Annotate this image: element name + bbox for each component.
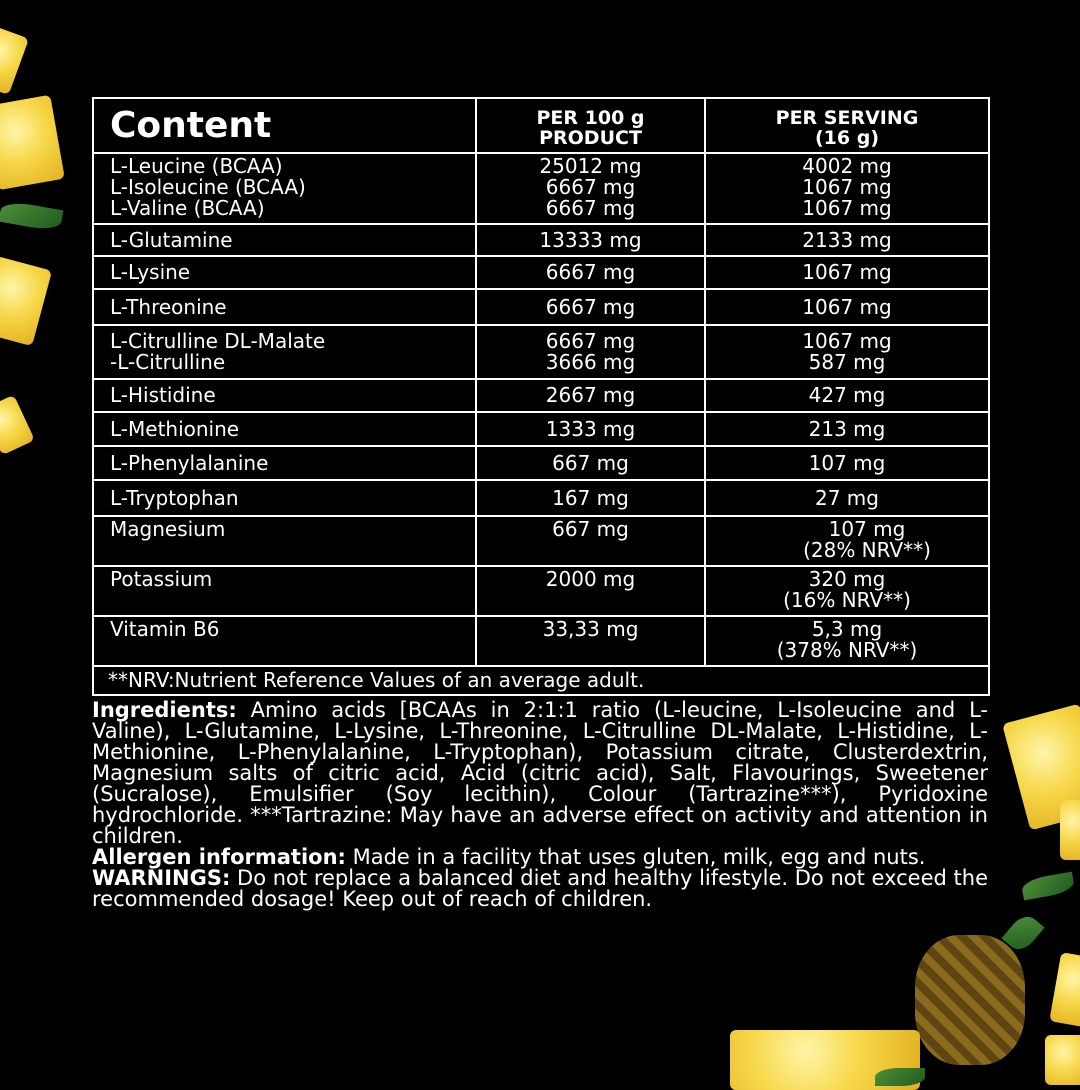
- nutrient-name: L-Tryptophan: [93, 480, 476, 516]
- nutrient-name: L-Methionine: [93, 412, 476, 446]
- ingredients-label: Ingredients:: [92, 698, 237, 722]
- per-serving-value: 107 mg (28% NRV**): [705, 516, 989, 566]
- table-row: [93, 325, 989, 379]
- leaf-image: [1021, 872, 1076, 901]
- per-100g-value: 13333 mg: [476, 224, 705, 256]
- table-row: [93, 516, 989, 566]
- leaf-image: [875, 1068, 925, 1086]
- per-100g-value: 667 mg: [476, 516, 705, 566]
- table-row: [93, 289, 989, 325]
- allergen-text: Made in a facility that uses gluten, milk, egg and nuts.: [345, 845, 926, 869]
- nutrient-name: L-Threonine: [93, 289, 476, 325]
- nutrition-table: [92, 97, 990, 696]
- pineapple-chunk-image: [0, 25, 29, 95]
- warnings-paragraph: [92, 868, 988, 910]
- pineapple-chunk-image: [1060, 800, 1080, 860]
- pineapple-chunk-image: [0, 256, 52, 346]
- warnings-label: WARNINGS:: [92, 866, 231, 890]
- pineapple-chunk-image: [0, 395, 35, 456]
- nutrient-name: L-Leucine (BCAA) L-Isoleucine (BCAA) L-Valine (BCAA): [93, 153, 476, 224]
- per-serving-value: 1067 mg 587 mg: [705, 325, 989, 379]
- table-row: [93, 256, 989, 289]
- per-100g-value: 25012 mg 6667 mg 6667 mg: [476, 153, 705, 224]
- per-serving-value: 4002 mg 1067 mg 1067 mg: [705, 153, 989, 224]
- per-serving-value: 27 mg: [705, 480, 989, 516]
- pineapple-chunk-image: [1045, 1035, 1080, 1085]
- per-serving-header: PER SERVING (16 g): [705, 98, 989, 153]
- per-100g-value: 2000 mg: [476, 566, 705, 616]
- per-serving-value: 427 mg: [705, 379, 989, 412]
- pineapple-chunk-image: [1049, 952, 1080, 1028]
- per-100g-value: 6667 mg: [476, 256, 705, 289]
- table-row: [93, 616, 989, 666]
- pineapple-rind-image: [915, 935, 1025, 1065]
- table-row: [93, 224, 989, 256]
- nutrient-name: Vitamin B6: [93, 616, 476, 666]
- per-serving-value: 2133 mg: [705, 224, 989, 256]
- nutrient-name: Magnesium: [93, 516, 476, 566]
- per-serving-value: 1067 mg: [705, 289, 989, 325]
- table-row: [93, 566, 989, 616]
- per-100g-value: 1333 mg: [476, 412, 705, 446]
- table-row: [93, 412, 989, 446]
- table-row: [93, 379, 989, 412]
- nutrient-name: L-Citrulline DL-Malate -L-Citrulline: [93, 325, 476, 379]
- table-row: [93, 446, 989, 480]
- nrv-footnote: **NRV:Nutrient Reference Values of an average adult.: [93, 666, 989, 695]
- pineapple-chunk-image: [0, 95, 65, 191]
- per-100g-value: 667 mg: [476, 446, 705, 480]
- nutrient-name: L-Glutamine: [93, 224, 476, 256]
- per-100g-value: 2667 mg: [476, 379, 705, 412]
- footnote-row: [93, 666, 989, 695]
- per-serving-value: 107 mg: [705, 446, 989, 480]
- nutrient-name: L-Histidine: [93, 379, 476, 412]
- warnings-text: Do not replace a balanced diet and healthy lifestyle. Do not exceed the recommended dosage! Keep out of reach of children.: [92, 866, 988, 911]
- ingredients-text: Amino acids [BCAAs in 2:1:1 ratio (L-leucine, L-Isoleucine and L-Valine), L-Glutamine, L-Lysine, L-Threonine, L-Citrulline DL-Malate, L-Histidine, L-Methionine, L-Phenylalanine, L-Tryptophan), Potassium citrate, Clusterdextrin, Magnesium salts of citric acid, Acid (citric acid), Salt, Flavourings, Sweetener (Sucralose), Emulsifier (Soy lecithin), Colour (Tartrazine***), Pyridoxine hydrochloride. ***Tartrazine: May have an adverse effect on activity and attention in children.: [92, 698, 988, 848]
- leaf-image: [0, 200, 63, 232]
- per-100g-value: 6667 mg 3666 mg: [476, 325, 705, 379]
- ingredients-paragraph: [92, 700, 988, 847]
- nutrient-name: L-Phenylalanine: [93, 446, 476, 480]
- per-100g-value: 6667 mg: [476, 289, 705, 325]
- per-serving-value: 1067 mg: [705, 256, 989, 289]
- per-serving-value: 5,3 mg (378% NRV**): [705, 616, 989, 666]
- nutrient-name: Potassium: [93, 566, 476, 616]
- per-100g-value: 33,33 mg: [476, 616, 705, 666]
- per-100g-header: PER 100 g PRODUCT: [476, 98, 705, 153]
- content-header: Content: [93, 98, 476, 153]
- text-block: [92, 700, 988, 910]
- per-100g-value: 167 mg: [476, 480, 705, 516]
- allergen-label: Allergen information:: [92, 845, 346, 869]
- table-row: [93, 480, 989, 516]
- allergen-paragraph: [92, 847, 988, 868]
- nutrient-name: L-Lysine: [93, 256, 476, 289]
- per-serving-value: 213 mg: [705, 412, 989, 446]
- per-serving-value: 320 mg (16% NRV**): [705, 566, 989, 616]
- table-header-row: [93, 98, 989, 153]
- table-row: [93, 153, 989, 224]
